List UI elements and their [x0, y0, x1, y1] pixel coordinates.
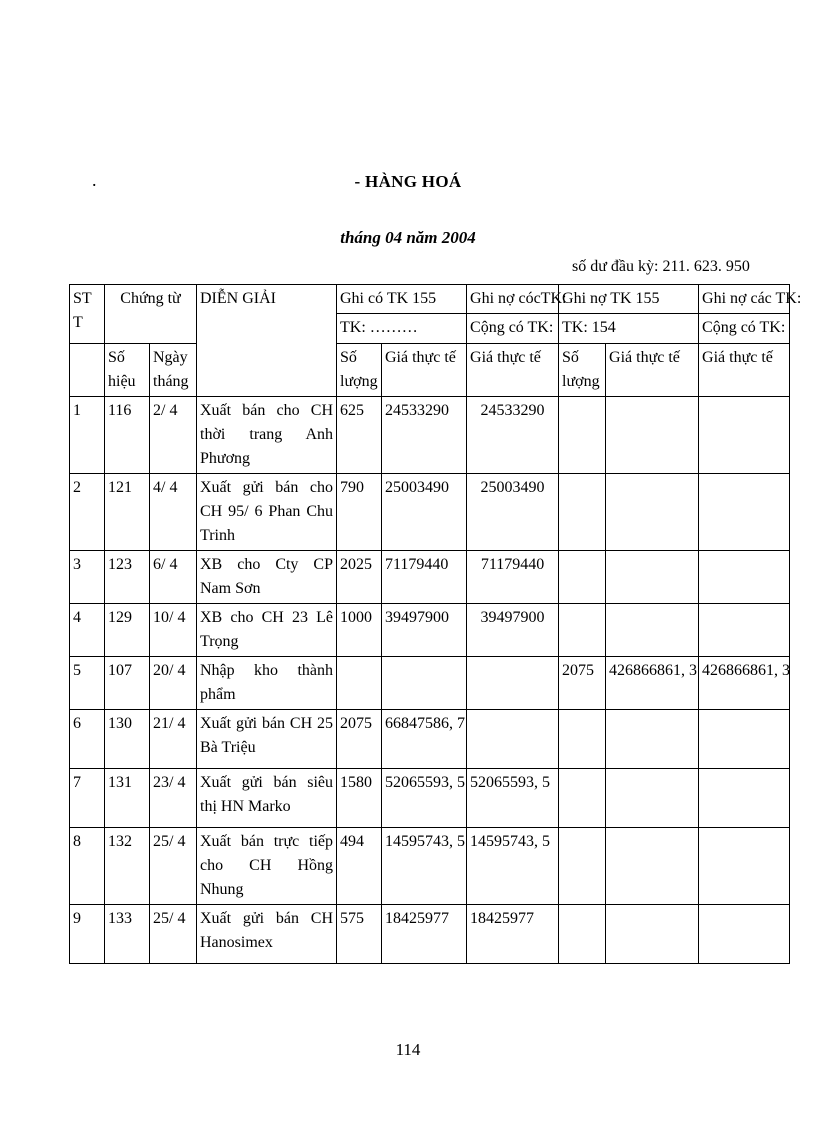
- header-ghi-co-155: Ghi có TK 155: [337, 285, 467, 314]
- page-number: 114: [395, 1040, 421, 1059]
- cell-gia-no-coc: [467, 657, 559, 710]
- table-row: [70, 710, 790, 769]
- cell-gia-no: [606, 604, 699, 657]
- cell-so-luong-co: 625: [337, 397, 382, 474]
- ledger-body: [70, 397, 790, 964]
- cell-ngay: 20/ 4: [150, 657, 197, 710]
- cell-gia-no: [606, 828, 699, 905]
- cell-stt: 7: [70, 769, 105, 828]
- cell-gia-co: 66847586, 7: [382, 710, 467, 769]
- table-row: [70, 828, 790, 905]
- header-gia-thuc-te-4: Giá thực tế: [699, 344, 790, 397]
- cell-gia-no-cac: [699, 397, 790, 474]
- cell-so-hieu: 133: [105, 905, 150, 964]
- cell-gia-no-cac: [699, 474, 790, 551]
- header-cong-co-2: Cộng có TK:: [699, 314, 790, 344]
- table-row: [70, 905, 790, 964]
- cell-gia-no: [606, 551, 699, 604]
- cell-gia-co: 18425977: [382, 905, 467, 964]
- cell-gia-no-cac: [699, 710, 790, 769]
- table-row: [70, 769, 790, 828]
- cell-so-hieu: 123: [105, 551, 150, 604]
- cell-dien-giai: Xuất gửi bán CH 25 Bà Triệu: [197, 710, 337, 769]
- cell-gia-no: [606, 710, 699, 769]
- table-row: [70, 657, 790, 710]
- cell-ngay: 25/ 4: [150, 905, 197, 964]
- cell-gia-no-cac: [699, 551, 790, 604]
- table-row: [70, 604, 790, 657]
- header-ngay-thang: Ngày tháng: [150, 344, 197, 397]
- cell-stt: 9: [70, 905, 105, 964]
- cell-gia-no-coc: 24533290: [467, 397, 559, 474]
- cell-stt: 4: [70, 604, 105, 657]
- cell-so-luong-no: [559, 551, 606, 604]
- cell-gia-no-cac: 426866861, 3: [699, 657, 790, 710]
- cell-so-hieu: 116: [105, 397, 150, 474]
- header-gia-thuc-te-3: Giá thực tế: [606, 344, 699, 397]
- cell-so-luong-co: 494: [337, 828, 382, 905]
- header-cong-co-1: Cộng có TK:: [467, 314, 559, 344]
- cell-so-luong-co: 2075: [337, 710, 382, 769]
- cell-dien-giai: Nhập kho thành phẩm: [197, 657, 337, 710]
- header-gia-thuc-te-2: Giá thực tế: [467, 344, 559, 397]
- cell-so-hieu: 107: [105, 657, 150, 710]
- cell-gia-co: 24533290: [382, 397, 467, 474]
- cell-stt: 6: [70, 710, 105, 769]
- header-blank: [70, 344, 105, 397]
- header-ghi-no-155: Ghi nợ TK 155: [559, 285, 699, 314]
- cell-gia-co: 52065593, 5: [382, 769, 467, 828]
- cell-so-luong-co: [337, 657, 382, 710]
- cell-stt: 3: [70, 551, 105, 604]
- header-chung-tu: Chứng từ: [105, 285, 197, 344]
- header-so-luong-2: Số lượng: [559, 344, 606, 397]
- cell-ngay: 23/ 4: [150, 769, 197, 828]
- cell-gia-co: 25003490: [382, 474, 467, 551]
- cell-stt: 2: [70, 474, 105, 551]
- table-row: [70, 397, 790, 474]
- ledger-table: [69, 284, 802, 964]
- cell-ngay: 4/ 4: [150, 474, 197, 551]
- cell-so-hieu: 130: [105, 710, 150, 769]
- cell-gia-no-coc: 18425977: [467, 905, 559, 964]
- cell-so-luong-no: 2075: [559, 657, 606, 710]
- cell-so-luong-no: [559, 604, 606, 657]
- header-ghi-no-cac: Ghi nợ các TK:: [699, 285, 790, 314]
- cell-so-luong-co: 575: [337, 905, 382, 964]
- cell-gia-no: [606, 905, 699, 964]
- cell-so-luong-co: 2025: [337, 551, 382, 604]
- cell-gia-no: 426866861, 3: [606, 657, 699, 710]
- header-dien-giai: DIỄN GIẢI: [197, 285, 337, 397]
- cell-so-luong-no: [559, 828, 606, 905]
- cell-dien-giai: Xuất bán cho CH thời trang Anh Phương: [197, 397, 337, 474]
- cell-stt: 5: [70, 657, 105, 710]
- cell-dien-giai: Xuất bán trực tiếp cho CH Hồng Nhung: [197, 828, 337, 905]
- header-row-1: [70, 285, 790, 314]
- cell-gia-no-cac: [699, 828, 790, 905]
- page-subtitle: tháng 04 năm 2004: [340, 228, 476, 247]
- cell-gia-co: 14595743, 5: [382, 828, 467, 905]
- cell-ngay: 21/ 4: [150, 710, 197, 769]
- cell-dien-giai: Xuất gửi bán CH Hanosimex: [197, 905, 337, 964]
- cell-gia-co: 39497900: [382, 604, 467, 657]
- cell-gia-no-coc: 25003490: [467, 474, 559, 551]
- header-row-3: [70, 344, 790, 397]
- cell-ngay: 6/ 4: [150, 551, 197, 604]
- cell-gia-no-coc: 52065593, 5: [467, 769, 559, 828]
- cell-ngay: 2/ 4: [150, 397, 197, 474]
- cell-so-hieu: 132: [105, 828, 150, 905]
- cell-dien-giai: XB cho Cty CP Nam Sơn: [197, 551, 337, 604]
- cell-so-luong-co: 1000: [337, 604, 382, 657]
- header-so-luong-1: Số lượng: [337, 344, 382, 397]
- cell-so-luong-no: [559, 474, 606, 551]
- cell-gia-co: [382, 657, 467, 710]
- cell-gia-no-cac: [699, 905, 790, 964]
- bullet-dot: .: [92, 170, 97, 190]
- header-gia-thuc-te-1: Giá thực tế: [382, 344, 467, 397]
- cell-so-luong-co: 790: [337, 474, 382, 551]
- cell-gia-no-coc: 39497900: [467, 604, 559, 657]
- cell-dien-giai: XB cho CH 23 Lê Trọng: [197, 604, 337, 657]
- cell-gia-co: 71179440: [382, 551, 467, 604]
- table-row: [70, 474, 790, 551]
- cell-ngay: 25/ 4: [150, 828, 197, 905]
- page-title: - HÀNG HOÁ: [354, 172, 462, 191]
- cell-so-hieu: 129: [105, 604, 150, 657]
- cell-dien-giai: Xuất gửi bán cho CH 95/ 6 Phan Chu Trinh: [197, 474, 337, 551]
- cell-dien-giai: Xuất gửi bán siêu thị HN Marko: [197, 769, 337, 828]
- header-ghi-no-coc: Ghi nợ cócTK:: [467, 285, 559, 314]
- header-tk-dots: TK: ………: [337, 314, 467, 344]
- cell-so-hieu: 131: [105, 769, 150, 828]
- cell-so-hieu: 121: [105, 474, 150, 551]
- cell-gia-no-cac: [699, 769, 790, 828]
- cell-so-luong-no: [559, 397, 606, 474]
- header-stt: STT: [70, 285, 105, 344]
- header-tk-154: TK: 154: [559, 314, 699, 344]
- cell-gia-no-coc: [467, 710, 559, 769]
- cell-so-luong-no: [559, 905, 606, 964]
- cell-gia-no-coc: 14595743, 5: [467, 828, 559, 905]
- cell-gia-no: [606, 397, 699, 474]
- cell-stt: 8: [70, 828, 105, 905]
- cell-gia-no-cac: [699, 604, 790, 657]
- cell-gia-no: [606, 769, 699, 828]
- cell-gia-no: [606, 474, 699, 551]
- header-so-hieu: Số hiệu: [105, 344, 150, 397]
- cell-stt: 1: [70, 397, 105, 474]
- cell-gia-no-coc: 71179440: [467, 551, 559, 604]
- table-row: [70, 551, 790, 604]
- cell-so-luong-co: 1580: [337, 769, 382, 828]
- cell-ngay: 10/ 4: [150, 604, 197, 657]
- cell-so-luong-no: [559, 769, 606, 828]
- opening-balance: số dư đầu kỳ: 211. 623. 950: [572, 258, 750, 275]
- cell-so-luong-no: [559, 710, 606, 769]
